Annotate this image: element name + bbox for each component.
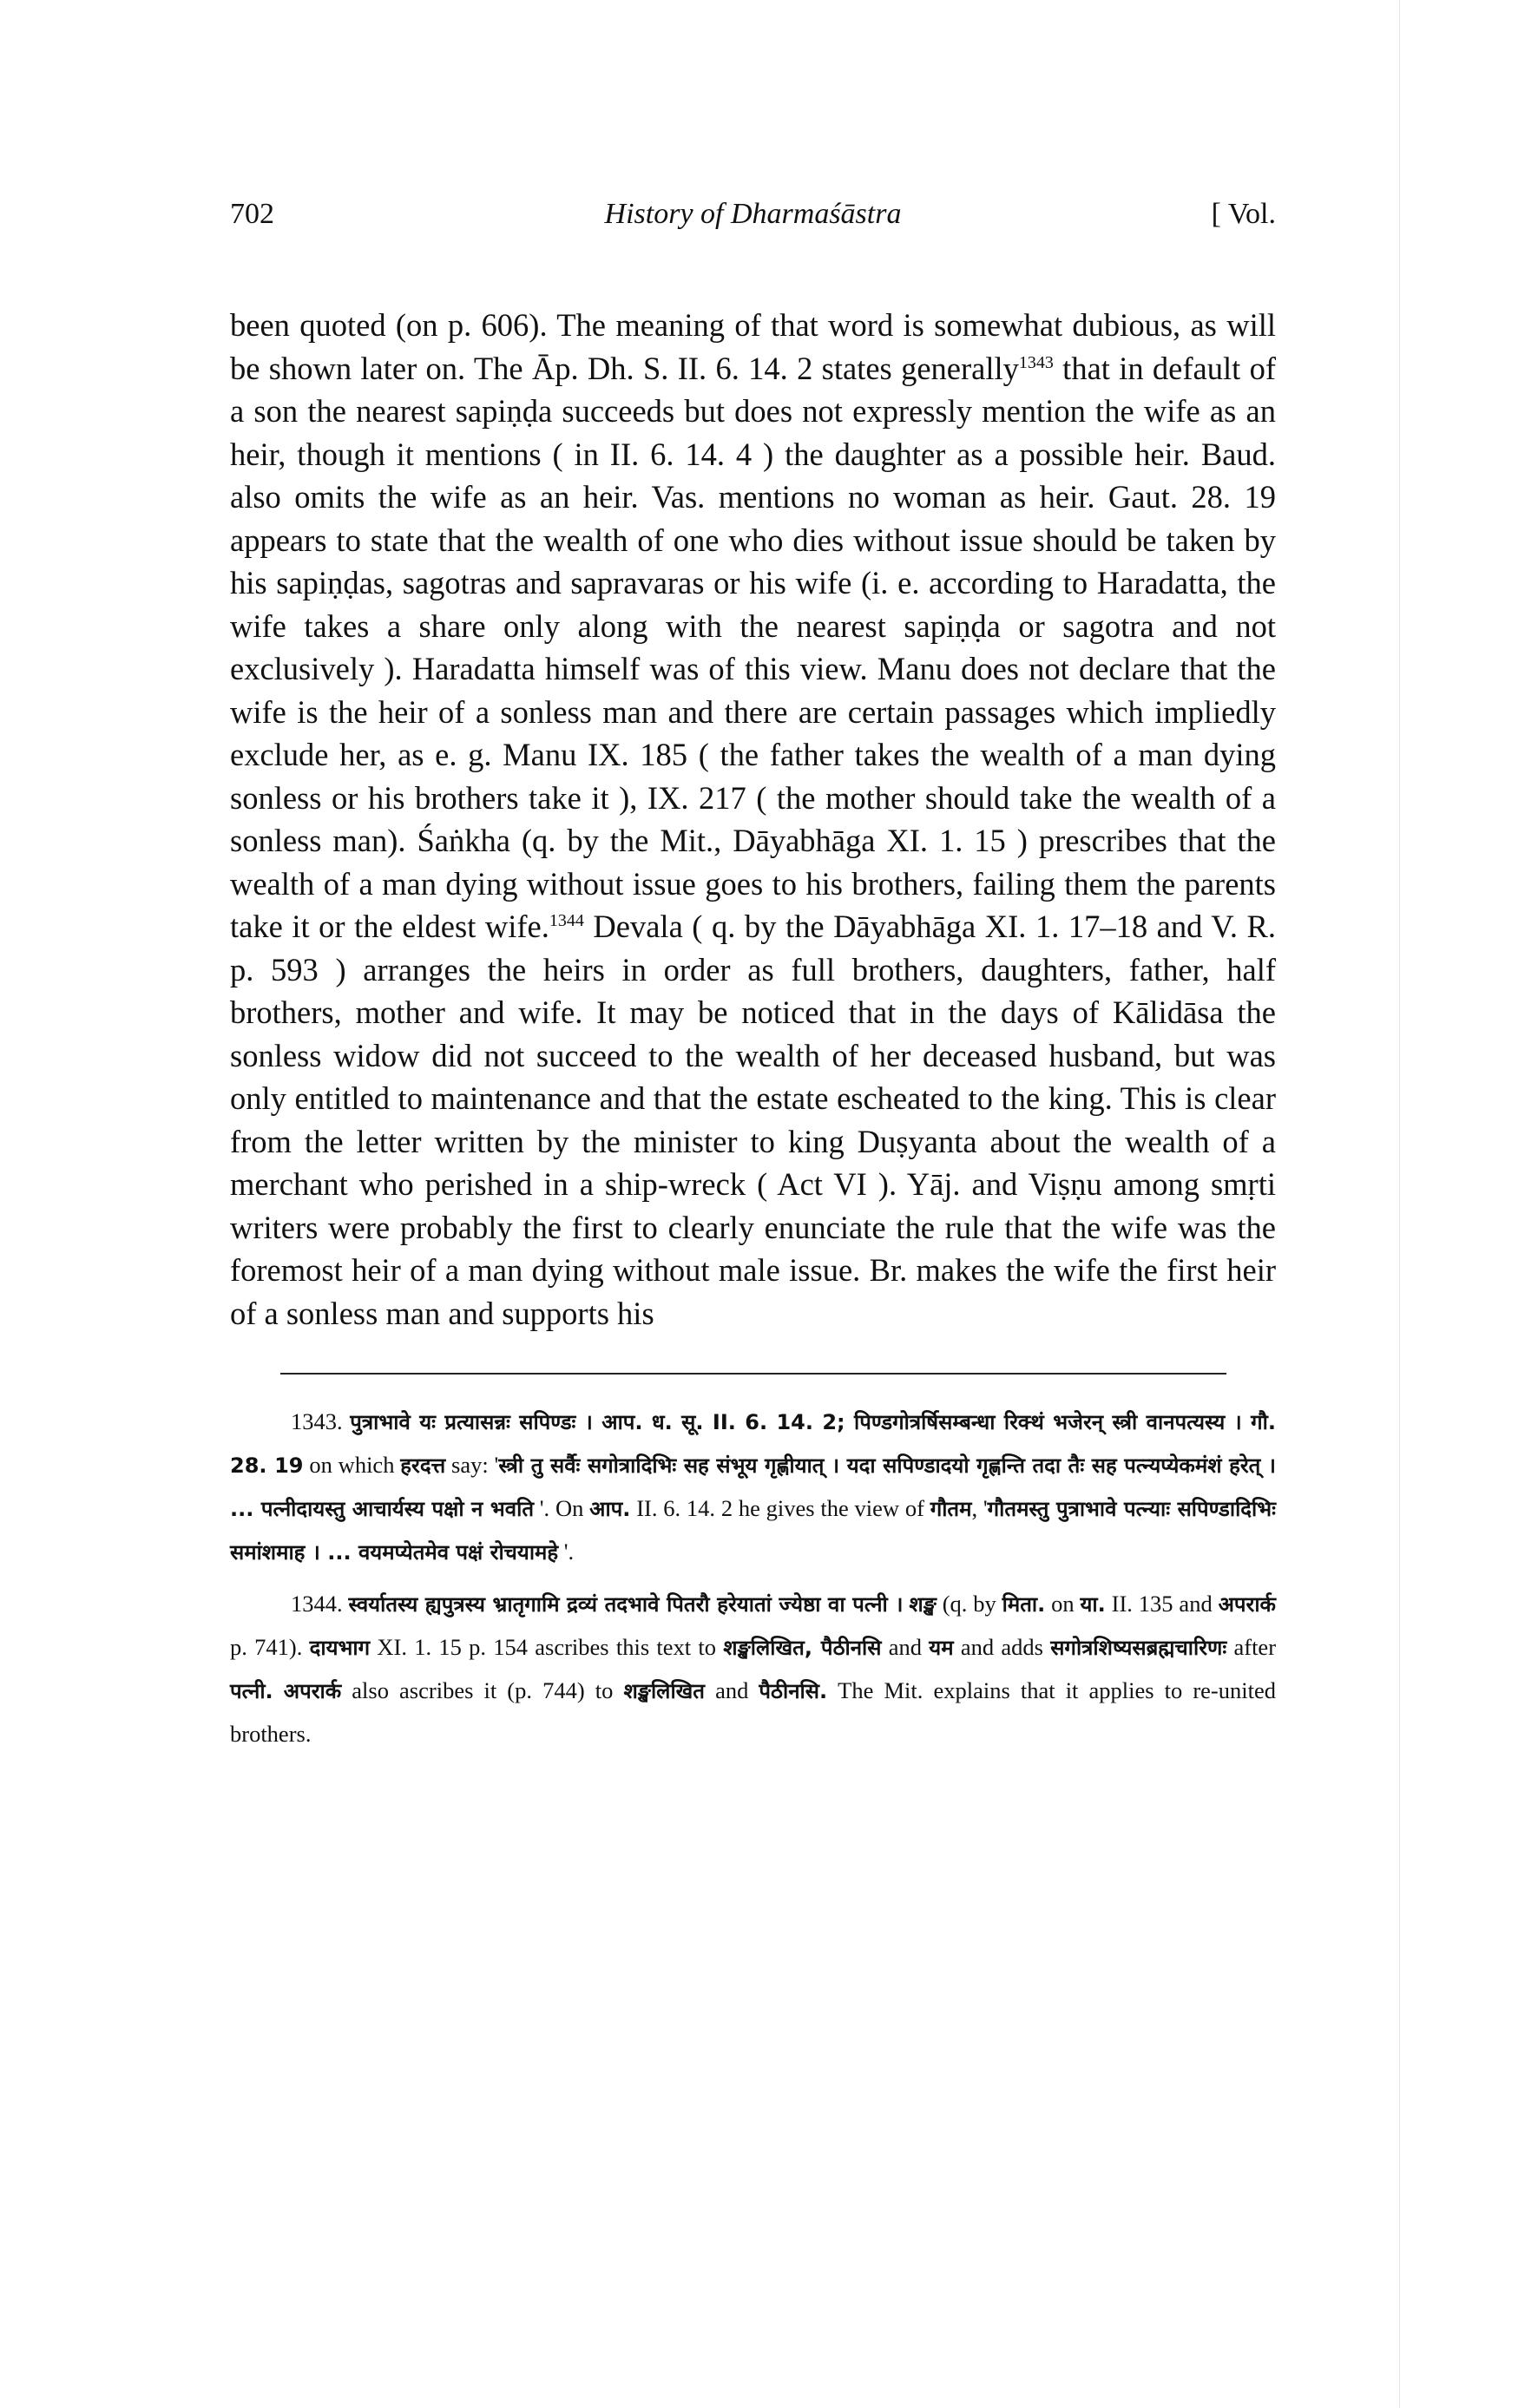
footnote-text: also ascribes it (p. 744) to bbox=[341, 1677, 624, 1703]
sanskrit-text: अपरार्क bbox=[283, 1679, 342, 1703]
sanskrit-text: शङ्खलिखित bbox=[623, 1679, 705, 1703]
footnote-1344 bbox=[230, 1583, 1276, 1755]
footnote-number: 1344. bbox=[291, 1591, 343, 1617]
sanskrit-text: यम bbox=[929, 1636, 954, 1660]
sanskrit-text: दायभाग bbox=[309, 1636, 371, 1660]
footnote-text: after bbox=[1226, 1634, 1277, 1660]
footnote-text bbox=[273, 1677, 284, 1703]
scan-margin-line bbox=[1399, 0, 1400, 2408]
main-text bbox=[230, 304, 1276, 1335]
sanskrit-text: हरदत्त bbox=[400, 1453, 446, 1478]
footnote-divider bbox=[280, 1373, 1226, 1375]
footnote-ref-1344: 1344 bbox=[549, 910, 584, 930]
footnote-1343 bbox=[230, 1401, 1276, 1574]
footnote-text: '. bbox=[558, 1539, 575, 1565]
text-segment: that in default of a son the nearest sapiṇḍa succeeds but does not expressly mention the wife as an heir, though it mentions ( in II. 6. 14. 4 ) the daughter as a possible heir. Baud. also omits the wife as an heir. Vas. mentions no woman as heir. Gaut. 28. 19 appears to state that the wealth of one who dies without issue should be taken by his sapiṇḍas, sagotras and sapravaras or his wife (i. e. according to Haradatta, the wife takes a share only along with the nearest sapiṇḍa or sagotra and not exclusively ). Haradatta himself was of this view. Manu does not declare that the wife is the heir of a sonless man and there are certain passages which impliedly exclude her, as e. g. Manu IX. 185 ( the father takes the wealth of a man dying sonless or his brothers take it ), IX. 217 ( the mother should take the wealth of a sonless man). Śaṅkha (q. by the Mit., Dāyabhāga XI. 1. 15 ) prescribes that the wealth of a man dying without issue goes to his brothers, failing them the parents take it or the eldest wife. bbox=[230, 350, 1276, 944]
page-number: 702 bbox=[230, 198, 274, 230]
sanskrit-text: मिता. bbox=[1002, 1592, 1046, 1617]
footnote-text: on bbox=[1045, 1591, 1081, 1617]
body-paragraph bbox=[230, 304, 1276, 1335]
sanskrit-text: अपरार्क bbox=[1218, 1592, 1276, 1617]
footnote-text: II. 6. 14. 2 he gives the view of bbox=[630, 1495, 930, 1521]
sanskrit-text: या. bbox=[1080, 1592, 1106, 1617]
footnote-text: , ' bbox=[971, 1495, 988, 1521]
footnotes bbox=[230, 1401, 1276, 1755]
footnote-text: on which bbox=[303, 1452, 401, 1478]
footnote-text: (q. by bbox=[936, 1591, 1002, 1617]
text-segment: been quoted (on p. 606). The meaning of that word is somewhat dubious, as will be shown later on. The Āp. Dh. S. II. 6. 14. 2 states generally bbox=[230, 307, 1276, 386]
sanskrit-text: पत्नी. bbox=[230, 1679, 273, 1703]
sanskrit-text: सगोत्रशिष्यसब्रह्मचारिणः bbox=[1050, 1636, 1227, 1660]
sanskrit-text: शङ्ख bbox=[909, 1592, 937, 1617]
footnote-text: p. 741). bbox=[230, 1634, 310, 1660]
sanskrit-text: स्त्री तु सर्वैः सगोत्रादिभिः सह संभूय गृह्णीयात् । यदा सपिण्डादयो गृह्णन्ति तदा तैः सह पत्न्यप्येकमंशं हरेत् । ... पत्नीदायस्तु आचार्यस्य पक्षो न भवति bbox=[230, 1453, 1277, 1521]
sanskrit-text: गौतमस्तु पुत्राभावे पत्न्याः सपिण्डादिभिः समांशमाह । ... वयमप्येतमेव पक्षं रोचयामहे bbox=[230, 1497, 1276, 1565]
running-title: History of Dharmaśāstra bbox=[604, 198, 902, 230]
footnote-text: and adds bbox=[953, 1634, 1051, 1660]
sanskrit-text: आप. bbox=[589, 1497, 631, 1521]
footnote-number: 1343. bbox=[291, 1408, 343, 1434]
sanskrit-text: पैठीनसि. bbox=[759, 1679, 828, 1703]
footnote-text: II. 135 and bbox=[1105, 1591, 1219, 1617]
footnote-text: and bbox=[881, 1634, 930, 1660]
sanskrit-text: स्वर्यातस्य ह्यपुत्रस्य भ्रातृगामि द्रव्यं तदभावे पितरौ हरेयातां ज्येष्ठा वा पत्नी । bbox=[348, 1592, 904, 1617]
footnote-text: and bbox=[704, 1677, 759, 1703]
sanskrit-text: पुत्राभावे यः प्रत्यासन्नः सपिण्डः । आप. ध. सू. II. 6. 14. 2; पिण्डगोत्रर्षिसम्बन्धा रिक्थं भजेरन् स्त्री वानपत्यस्य । गौ. 28. 19 bbox=[230, 1410, 1277, 1478]
footnote-text: The Mit. explains that it applies to re-united brothers. bbox=[230, 1677, 1276, 1747]
sanskrit-text: गौतम bbox=[930, 1497, 972, 1521]
footnote-text: say: ' bbox=[445, 1452, 499, 1478]
volume-label: [ Vol. bbox=[1211, 198, 1276, 230]
footnote-ref-1343: 1343 bbox=[1018, 352, 1054, 372]
text-segment: Devala ( q. by the Dāyabhāga XI. 1. 17–18 and V. R. p. 593 ) arranges the heirs in order as full brothers, daughters, father, half brothers, mother and wife. It may be noticed that in the days of Kālidāsa the sonless widow did not succeed to the wealth of her deceased husband, but was only entitled to maintenance and that the estate escheated to the king. This is clear from the letter written by the minister to king Duṣyanta about the wealth of a merchant who perished in a ship-wreck ( Act VI ). Yāj. and Viṣṇu among smṛti writers were probably the first to clearly enunciate the rule that the wife was the foremost heir of a man dying without male issue. Br. makes the wife the first heir of a sonless man and supports his bbox=[230, 909, 1277, 1331]
footnote-text: XI. 1. 15 p. 154 ascribes this text to bbox=[370, 1634, 724, 1660]
running-header bbox=[230, 198, 1276, 241]
book-page bbox=[230, 198, 1276, 1755]
sanskrit-text: शङ्खलिखित, पैठीनसि bbox=[723, 1636, 882, 1660]
footnote-text: '. On bbox=[534, 1495, 590, 1521]
